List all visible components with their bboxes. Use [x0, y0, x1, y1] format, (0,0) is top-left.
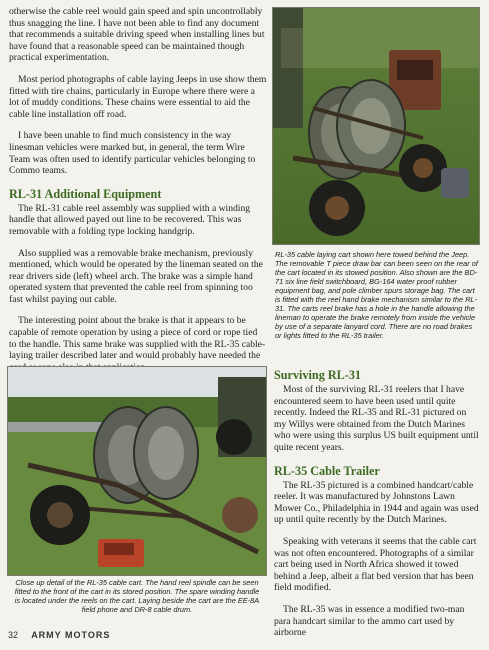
section-heading-surviving: Surviving RL-31: [274, 368, 362, 382]
page-footer: [8, 630, 110, 640]
magazine-name: ARMY MOTORS: [31, 630, 111, 640]
photo-cable-cart-towed: [272, 7, 480, 245]
right-column: [274, 368, 480, 649]
body-paragraph: Most period photographs of cable laying Jeeps in use show them fitted with tire chains, particularly in Europe where there were a lot of muddy conditions. These chains were essential to aid the cable line installation off road.: [9, 73, 267, 120]
left-column: [9, 6, 267, 383]
section-heading-rl31: RL-31 Additional Equipment: [9, 186, 162, 201]
body-paragraph: Speaking with veterans it seems that the cable cart was not often encountered. Photographs of a similar cart being used in North Africa showed it towed behind a Jeep, albeit a flat bed version that has been field modified.: [274, 535, 477, 594]
body-paragraph: The interesting point about the brake is that it appears to be capable of remote operation by using a piece of cord or rope tied to the handle. This same brake was supplied with the RL-35 cable-laying trailer described later and would probably have needed the: [9, 315, 266, 362]
top-photo-caption: RL-35 cable laying cart shown here towed behind the Jeep. The removable T piece draw bar can been seen on the rear of the cart located in its stowed position. Also shown are the BD-71 six line field switchboard, BG-164 water proof rubber equipment bag, and pole climber spurs storage bag. The cart is fitted with the reel hand brake mechanism similar to the RL-31. The carts reel brake has a hole in the handle allowing the lineman to operate the brake remotely from inside the vehicle by use of a separate lanyard cord. There are no road brakes or lights fitted to the RL-35 trailer.: [275, 250, 478, 340]
photo-cable-cart-closeup: [7, 366, 267, 576]
body-paragraph: Also supplied was a removable brake mechanism, previously mentioned, which would be operated by the lineman seated on the rear drivers side (left) wheel arch. The brake was a simple hand operated system that prevented the cable reel from spinning too fast whilst paying out cable.: [9, 247, 263, 305]
page-number: 32: [8, 630, 19, 640]
section-heading-rl35: RL-35 Cable Trailer: [274, 463, 380, 478]
body-paragraph: otherwise the cable reel would gain speed and spin uncontrollably thus snagging the line. I have not been able to find any document that recommends a suitable driving speed when installing lines but have found that a reasonable speed can be maintained though practical experimentation.: [9, 6, 265, 64]
body-paragraph: The RL-35 pictured is a combined handcart/cable reeler. It was manufactured by Johnstons Lawn Mower Co., Philadelphia in 1944 and again was used up until quite recently by the Dutch Marines.: [274, 479, 479, 526]
bottom-photo-caption: Close up detail of the RL-35 cable cart. The hand reel spindle can be seen fitted to the front of the cart in its stored position. The spare winding handle is located under the reels on the cart. Laying beside the cart are the EE-8A field phone and DR-8 cable drum.: [14, 578, 260, 614]
photo-cable-cart-towed-image: [273, 8, 479, 244]
body-paragraph: The RL-31 cable reel assembly was supplied with a winding handle that allowed payed out line to be recovered. This was removable with a folding type locking handgrip.: [9, 202, 251, 237]
photo-cable-cart-closeup-image: [8, 367, 266, 575]
body-paragraph: The RL-35 was in essence a modified two-man para handcart similar to the ammo cart used by airborne: [274, 603, 465, 639]
body-paragraph: I have been unable to find much consistency in the way linesman vehicles were marked but, in general, the term Wire Team was often used to identify particular vehicles belonging to Commo teams.: [9, 130, 256, 177]
body-paragraph: Most of the surviving RL-31 reelers that I have encountered seem to have been used until quite recently. Indeed the RL-35 and RL-31 pictured on my Willys were obtained from the Dutch Marines who were using this surplus US built equipment until quite recent years.: [274, 384, 479, 453]
